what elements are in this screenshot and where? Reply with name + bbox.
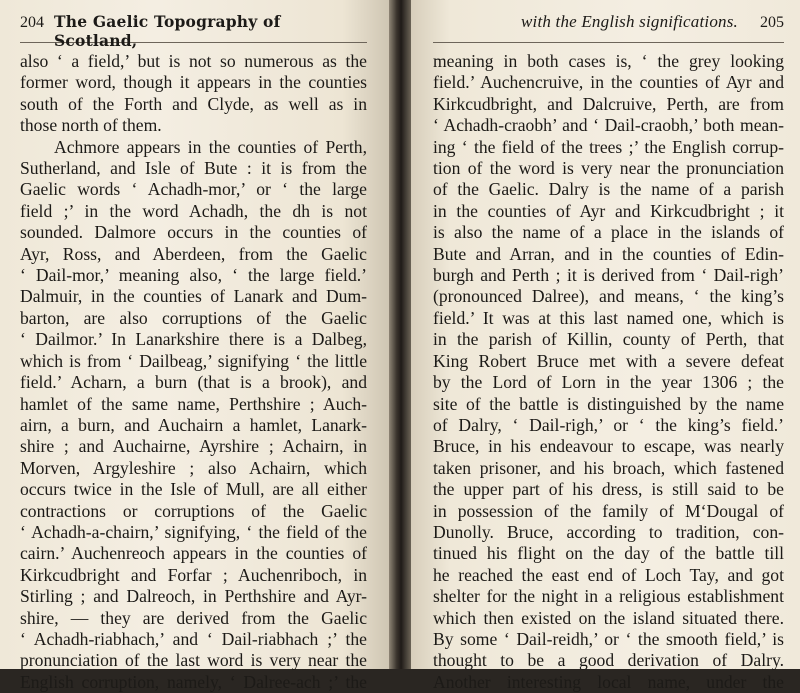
text-line: thought to be a good derivation of Dalry. bbox=[433, 650, 784, 671]
left-page bbox=[0, 0, 389, 692]
book-gutter bbox=[389, 0, 411, 669]
text-line: taken prisoner, and his broach, which fastened bbox=[433, 457, 784, 478]
text-line: tion of the word is very near the pronunciation bbox=[433, 158, 784, 179]
text-line: site of the battle is distinguished by the name bbox=[433, 393, 784, 414]
text-line: Stirling ; and Dalreoch, in Perthshire and Ayr- bbox=[20, 586, 367, 607]
text-line: cairn.’ Auchenreoch appears in the counties of bbox=[20, 543, 367, 564]
text-line: in the counties of Ayr and Kirkcudbright ; it bbox=[433, 200, 784, 221]
text-line: ‘ Achadh-riabhach,’ and ‘ Dail-riabhach ;’ the bbox=[20, 628, 367, 649]
text-line: English corruption, namely, ‘ Dalree-ach ;’ the bbox=[20, 671, 367, 692]
text-line: of the Gaelic. Dalry is the name of a parish bbox=[433, 179, 784, 200]
text-line: occurs twice in the Isle of Mull, are all either bbox=[20, 479, 367, 500]
text-line: also ‘ a field,’ but is not so numerous as the bbox=[20, 51, 367, 71]
page-number: 204 bbox=[20, 14, 44, 31]
left-page-body bbox=[20, 51, 367, 693]
text-line: ‘ Achadh-a-chairn,’ signifying, ‘ the field of the bbox=[20, 521, 367, 542]
text-line: (pronounced Dalree), and means, ‘ the king’s bbox=[433, 286, 784, 307]
right-page bbox=[411, 0, 800, 692]
text-line: shire ; and Auchairne, Ayrshire ; Achairn, in bbox=[20, 436, 367, 457]
text-line: shire, — they are derived from the Gaelic bbox=[20, 607, 367, 628]
text-line: hamlet of the same name, Perthshire ; Auch- bbox=[20, 393, 367, 414]
text-line: Another interesting local name, under the bbox=[433, 671, 784, 692]
text-line: Morven, Argyleshire ; also Achairn, which bbox=[20, 457, 367, 478]
text-line: Kirkcudbright, and Dalcruive, Perth, are from bbox=[433, 93, 784, 114]
text-line: tinued his flight on the day of the battle till bbox=[433, 543, 784, 564]
text-line: Ayr, Ross, and Aberdeen, from the Gaelic bbox=[20, 243, 367, 264]
running-head-title: The Gaelic Topography of Scotland, bbox=[54, 12, 281, 50]
text-line: in the parish of Killin, county of Perth, that bbox=[433, 329, 784, 350]
text-line: Kirkcudbright and Forfar ; Auchenriboch, in bbox=[20, 564, 367, 585]
text-line: barton, are also corruptions of the Gaelic bbox=[20, 307, 367, 328]
running-head-title: with the English significations. bbox=[520, 12, 738, 31]
text-line: those north of them. bbox=[20, 115, 162, 136]
text-line: Gaelic words ‘ Achadh-mor,’ or ‘ the large bbox=[20, 179, 367, 200]
right-page-body bbox=[433, 51, 784, 693]
text-line: shelter for the night in a religious establishment bbox=[433, 586, 784, 607]
text-line: field ;’ in the word Achadh, the dh is not bbox=[20, 200, 367, 221]
text-line: in possession of the family of M‘Dougal of bbox=[433, 500, 784, 521]
text-line: burgh and Perth ; it is derived from ‘ Dail-righ’ bbox=[433, 265, 784, 286]
text-line: sounded. Dalmore occurs in the counties of bbox=[20, 222, 367, 243]
text-line: ‘ Dail-mor,’ meaning also, ‘ the large field.’ bbox=[20, 265, 367, 286]
text-line: King Robert Bruce met with a severe defeat bbox=[433, 350, 784, 371]
text-line: Dunolly. Bruce, according to tradition, con- bbox=[433, 521, 784, 542]
text-line: is also the name of a place in the islands of bbox=[433, 222, 784, 243]
text-line: contractions or corruptions of the Gaelic bbox=[20, 500, 367, 521]
text-line: Bruce, in his endeavour to escape, was nearly bbox=[433, 436, 784, 457]
text-line: pronunciation of the last word is very near the bbox=[20, 650, 367, 671]
text-line: of Dalry, ‘ Dail-righ,’ or ‘ the king’s field.’ bbox=[433, 414, 784, 435]
text-line: airn, a burn, and Auchairn a hamlet, Lanark- bbox=[20, 414, 367, 435]
text-line: Sutherland, and Isle of Bute : it is from the bbox=[20, 158, 367, 179]
text-line: which is from ‘ Dailbeag,’ signifying ‘ the little bbox=[20, 350, 367, 371]
text-line: by the Lord of Lorn in the year 1306 ; the bbox=[433, 372, 784, 393]
text-line: the upper part of his dress, is still said to be bbox=[433, 479, 784, 500]
text-line: south of the Forth and Clyde, as well as in bbox=[20, 93, 367, 114]
running-head-left bbox=[20, 12, 367, 50]
text-line: meaning in both cases is, ‘ the grey looking bbox=[433, 51, 784, 71]
running-head-right bbox=[433, 12, 784, 43]
text-line: ‘ Dailmor.’ In Lanarkshire there is a Dalbeg, bbox=[20, 329, 367, 350]
text-line: Bute and Arran, and in the counties of Edin- bbox=[433, 243, 784, 264]
page-number: 205 bbox=[760, 14, 784, 31]
text-line: ‘ Achadh-craobh’ and ‘ Dail-craobh,’ both mean- bbox=[433, 115, 784, 136]
text-line: he reached the east end of Loch Tay, and got bbox=[433, 564, 784, 585]
text-line: Achmore appears in the counties of Perth, bbox=[54, 136, 367, 157]
text-line: By some ‘ Dail-reidh,’ or ‘ the smooth field,’ is bbox=[433, 628, 784, 649]
text-line: ing ‘ the field of the trees ;’ the English corrup- bbox=[433, 136, 784, 157]
text-line: field.’ Auchencruive, in the counties of Ayr and bbox=[433, 72, 784, 93]
text-line: former word, though it appears in the counties bbox=[20, 72, 367, 93]
text-line: which then existed on the island situated there. bbox=[433, 607, 784, 628]
text-line: field.’ It was at this last named one, which is bbox=[433, 307, 784, 328]
text-line: field.’ Acharn, a burn (that is a brook), and bbox=[20, 372, 367, 393]
text-line: Dalmuir, in the counties of Lanark and Dum- bbox=[20, 286, 367, 307]
